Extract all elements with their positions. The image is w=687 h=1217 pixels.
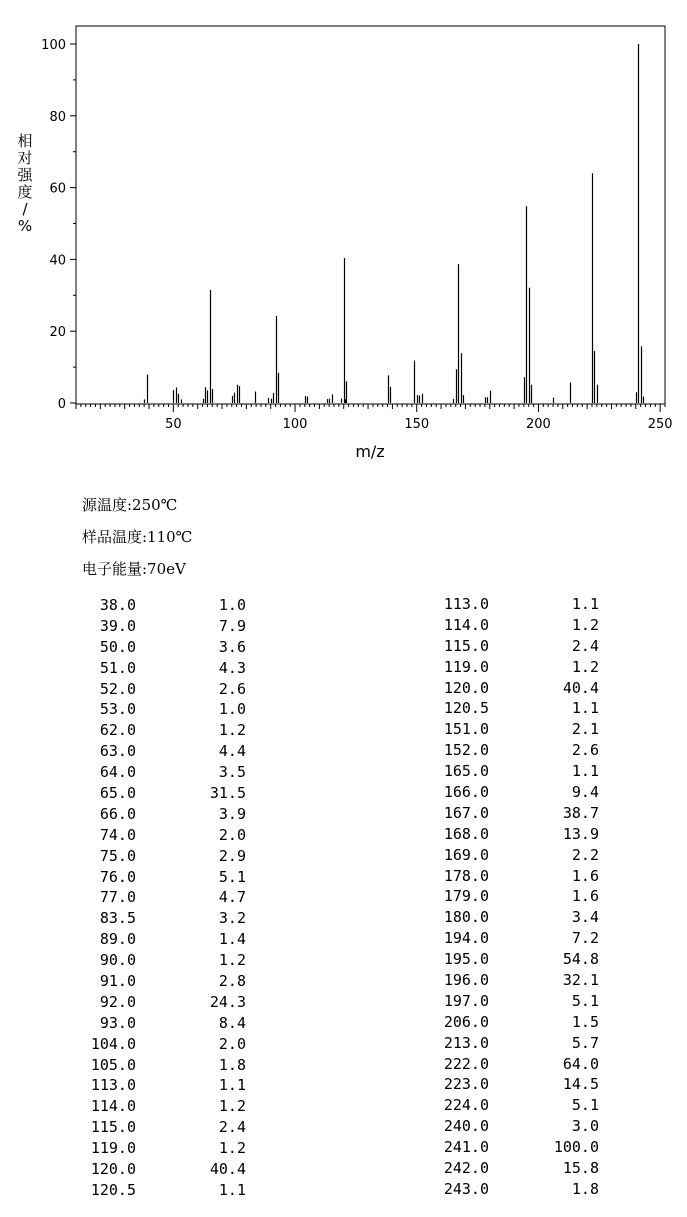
intensity-value: 2.6: [218, 679, 246, 698]
mz-value: 113.0: [90, 1076, 136, 1095]
mz-value: 90.0: [99, 951, 136, 970]
intensity-value: 24.3: [209, 992, 246, 1011]
intensity-value: 7.9: [218, 616, 246, 635]
table-row: [80, 887, 250, 908]
mass-spectrum-chart: [0, 0, 687, 470]
table-row: [432, 1179, 602, 1200]
table-row: [80, 762, 250, 783]
table-row: [80, 1034, 250, 1055]
mz-value: 76.0: [99, 867, 136, 886]
mz-value: 74.0: [99, 825, 136, 844]
intensity-value: 40.4: [562, 678, 599, 697]
x-tick-label: 100: [282, 417, 308, 432]
x-tick-label: 50: [165, 417, 182, 432]
table-row: [80, 1075, 250, 1096]
mz-value: 120.0: [443, 678, 489, 697]
table-row: [80, 741, 250, 762]
intensity-value: 2.8: [218, 972, 246, 991]
y-axis-label-char: 强: [17, 166, 33, 184]
intensity-value: 9.4: [571, 783, 599, 802]
mz-value: 206.0: [443, 1012, 489, 1031]
table-row: [432, 824, 602, 845]
table-row: [80, 908, 250, 929]
intensity-value: 4.7: [218, 888, 246, 907]
intensity-value: 54.8: [562, 950, 599, 969]
intensity-value: 1.1: [571, 699, 599, 718]
mz-value: 114.0: [90, 1097, 136, 1116]
table-row: [432, 907, 602, 928]
mz-value: 105.0: [90, 1055, 136, 1074]
table-row: [80, 1013, 250, 1034]
mz-value: 66.0: [99, 804, 136, 823]
table-row: [432, 1158, 602, 1179]
intensity-value: 1.2: [571, 615, 599, 634]
intensity-value: 5.1: [218, 867, 246, 886]
intensity-value: 1.4: [218, 930, 246, 949]
x-tick-label: 150: [404, 417, 430, 432]
mz-value: 241.0: [443, 1138, 489, 1157]
x-tick-label: 200: [526, 417, 551, 432]
mz-value: 119.0: [443, 657, 489, 676]
intensity-value: 15.8: [562, 1159, 599, 1178]
table-row: [432, 949, 602, 970]
peak-series: [145, 44, 644, 403]
y-axis-label-char: /: [22, 200, 28, 218]
table-row: [432, 803, 602, 824]
intensity-value: 1.2: [218, 1097, 246, 1116]
table-row: [80, 783, 250, 804]
mz-value: 62.0: [99, 721, 136, 740]
mz-value: 165.0: [443, 762, 489, 781]
intensity-value: 1.0: [218, 596, 246, 614]
plot-frame: [76, 26, 665, 404]
intensity-value: 1.6: [571, 887, 599, 906]
intensity-value: 64.0: [562, 1054, 599, 1073]
table-row: [432, 1074, 602, 1095]
mz-value: 224.0: [443, 1096, 489, 1115]
table-row: [432, 1095, 602, 1116]
mz-value: 83.5: [99, 909, 136, 928]
table-row: [432, 1137, 602, 1158]
intensity-value: 4.3: [218, 658, 246, 677]
table-row: [432, 698, 602, 719]
intensity-value: 5.1: [571, 1096, 599, 1115]
sample-temperature: 样品温度:110℃: [82, 528, 193, 546]
intensity-value: 100.0: [553, 1138, 599, 1157]
intensity-value: 32.1: [562, 971, 599, 990]
table-row: [432, 886, 602, 907]
intensity-value: 1.2: [218, 721, 246, 740]
intensity-value: 1.6: [571, 866, 599, 885]
mz-value: 53.0: [99, 700, 136, 719]
mz-value: 51.0: [99, 658, 136, 677]
intensity-value: 13.9: [562, 824, 599, 843]
table-row: [432, 615, 602, 636]
table-row: [80, 720, 250, 741]
intensity-value: 3.6: [218, 637, 246, 656]
mz-value: 242.0: [443, 1159, 489, 1178]
intensity-value: 3.9: [218, 804, 246, 823]
table-row: [80, 950, 250, 971]
mz-value: 39.0: [99, 616, 136, 635]
table-row: [432, 740, 602, 761]
plot-axes: [41, 26, 672, 432]
intensity-value: 5.1: [571, 991, 599, 1010]
table-row: [80, 699, 250, 720]
y-tick-label: 60: [49, 181, 66, 197]
y-tick-label: 0: [57, 397, 66, 412]
table-row: [80, 1055, 250, 1076]
mz-value: 119.0: [90, 1139, 136, 1158]
table-row: [80, 616, 250, 637]
table-row: [432, 970, 602, 991]
mz-value: 120.0: [90, 1160, 136, 1179]
mz-value: 194.0: [443, 929, 489, 948]
mz-value: 114.0: [443, 615, 489, 634]
table-row: [80, 1159, 250, 1180]
intensity-value: 2.1: [571, 720, 599, 739]
table-row: [80, 1117, 250, 1138]
table-row: [432, 866, 602, 887]
intensity-value: 1.2: [218, 951, 246, 970]
intensity-value: 1.1: [218, 1076, 246, 1095]
table-row: [432, 657, 602, 678]
table-row: [432, 678, 602, 699]
y-axis-label-char: 相: [17, 132, 33, 150]
table-row: [80, 846, 250, 867]
y-axis-label-char: 对: [17, 149, 33, 167]
mz-value: 243.0: [443, 1179, 489, 1198]
intensity-value: 38.7: [562, 803, 599, 822]
intensity-value: 40.4: [209, 1160, 246, 1179]
table-row: [432, 845, 602, 866]
table-row: [80, 992, 250, 1013]
y-axis-label-char: 度: [17, 183, 33, 201]
table-row: [432, 1012, 602, 1033]
mz-value: 89.0: [99, 930, 136, 949]
y-tick-label: 20: [49, 325, 66, 341]
intensity-value: 3.5: [218, 763, 246, 782]
intensity-value: 2.0: [218, 1034, 246, 1053]
intensity-value: 1.5: [571, 1012, 599, 1031]
y-tick-label: 40: [49, 253, 66, 269]
table-row: [80, 971, 250, 992]
mz-value: 113.0: [443, 595, 489, 613]
y-tick-label: 100: [41, 38, 66, 53]
intensity-value: 4.4: [218, 742, 246, 761]
mz-value: 120.5: [443, 699, 489, 718]
table-row: [432, 782, 602, 803]
intensity-value: 1.0: [218, 700, 246, 719]
table-row: [432, 594, 602, 615]
table-row: [432, 991, 602, 1012]
table-row: [80, 637, 250, 658]
table-row: [432, 636, 602, 657]
mz-value: 64.0: [99, 763, 136, 782]
mz-value: 91.0: [99, 972, 136, 991]
mz-value: 197.0: [443, 991, 489, 1010]
x-tick-label: 250: [647, 417, 673, 432]
table-row: [80, 804, 250, 825]
intensity-value: 31.5: [209, 784, 246, 803]
table-row: [432, 761, 602, 782]
intensity-value: 14.5: [562, 1075, 599, 1094]
mz-value: 63.0: [99, 742, 136, 761]
table-row: [432, 1033, 602, 1054]
table-row: [432, 928, 602, 949]
mz-value: 92.0: [99, 992, 136, 1011]
x-axis-label: m/z: [355, 442, 385, 461]
mz-value: 75.0: [99, 846, 136, 865]
mz-value: 115.0: [443, 636, 489, 655]
mz-value: 152.0: [443, 741, 489, 760]
y-axis-label: [17, 132, 33, 235]
table-row: [432, 719, 602, 740]
intensity-value: 1.8: [218, 1055, 246, 1074]
peak-table-left: [80, 595, 250, 1201]
table-row: [80, 929, 250, 950]
acquisition-conditions: [82, 492, 192, 588]
mz-value: 240.0: [443, 1117, 489, 1136]
peak-table-right: [432, 594, 602, 1200]
table-row: [80, 867, 250, 888]
mz-value: 104.0: [90, 1034, 136, 1053]
mz-value: 179.0: [443, 887, 489, 906]
mz-value: 169.0: [443, 845, 489, 864]
mz-value: 77.0: [99, 888, 136, 907]
intensity-value: 1.2: [571, 657, 599, 676]
mz-value: 178.0: [443, 866, 489, 885]
mz-value: 50.0: [99, 637, 136, 656]
intensity-value: 5.7: [571, 1033, 599, 1052]
intensity-value: 3.0: [571, 1117, 599, 1136]
mz-value: 223.0: [443, 1075, 489, 1094]
table-row: [80, 595, 250, 616]
table-row: [80, 825, 250, 846]
mz-value: 222.0: [443, 1054, 489, 1073]
intensity-value: 2.9: [218, 846, 246, 865]
intensity-value: 1.2: [218, 1139, 246, 1158]
mz-value: 120.5: [90, 1180, 136, 1199]
mz-value: 65.0: [99, 784, 136, 803]
table-row: [80, 1180, 250, 1201]
intensity-value: 2.4: [218, 1118, 246, 1137]
intensity-value: 1.8: [571, 1179, 599, 1198]
source-temperature: 源温度:250℃: [82, 496, 178, 514]
mz-value: 195.0: [443, 950, 489, 969]
mz-value: 93.0: [99, 1013, 136, 1032]
table-row: [80, 679, 250, 700]
intensity-value: 1.1: [571, 762, 599, 781]
mz-value: 166.0: [443, 783, 489, 802]
electron-energy: 电子能量:70eV: [82, 560, 186, 578]
mz-value: 168.0: [443, 824, 489, 843]
table-row: [80, 1096, 250, 1117]
intensity-value: 1.1: [218, 1180, 246, 1199]
intensity-value: 1.1: [571, 595, 599, 613]
intensity-value: 2.0: [218, 825, 246, 844]
table-row: [432, 1054, 602, 1075]
mz-value: 180.0: [443, 908, 489, 927]
mz-value: 115.0: [90, 1118, 136, 1137]
intensity-value: 2.4: [571, 636, 599, 655]
intensity-value: 2.2: [571, 845, 599, 864]
intensity-value: 8.4: [218, 1013, 246, 1032]
mz-value: 151.0: [443, 720, 489, 739]
mz-value: 38.0: [99, 596, 136, 614]
intensity-value: 3.4: [571, 908, 599, 927]
mz-value: 213.0: [443, 1033, 489, 1052]
intensity-value: 2.6: [571, 741, 599, 760]
y-axis-label-char: %: [17, 217, 33, 235]
table-row: [80, 1138, 250, 1159]
mz-value: 167.0: [443, 803, 489, 822]
intensity-value: 7.2: [571, 929, 599, 948]
table-row: [80, 658, 250, 679]
mz-value: 196.0: [443, 971, 489, 990]
mz-value: 52.0: [99, 679, 136, 698]
intensity-value: 3.2: [218, 909, 246, 928]
table-row: [432, 1116, 602, 1137]
y-tick-label: 80: [49, 109, 66, 125]
